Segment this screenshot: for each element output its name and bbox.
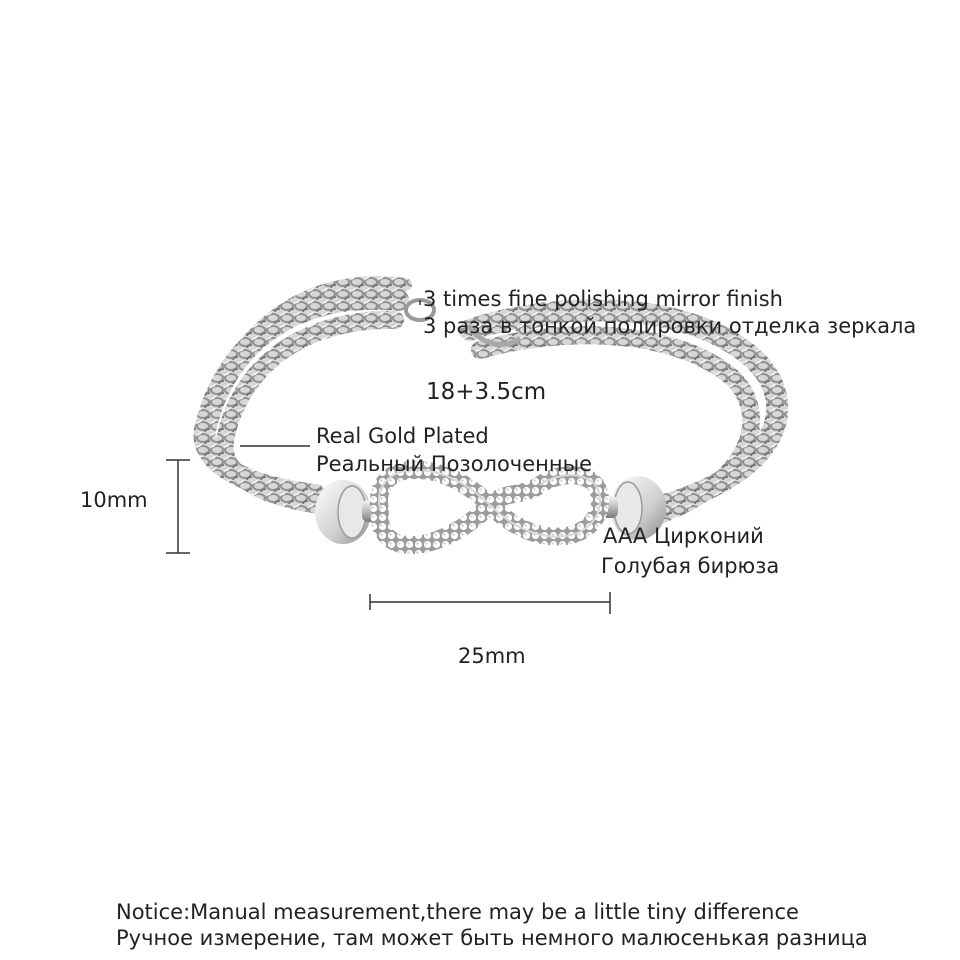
height-label: 10mm [80,488,148,512]
length-label: 18+3.5cm [426,379,547,405]
infinity-charm [379,470,600,545]
notice-en: Notice:Manual measurement,there may be a little tiny difference [116,900,799,924]
stone-label-1: AAA Цирконий [603,524,764,548]
stone-label-2: Голубая бирюза [601,554,780,578]
plating-label-en: Real Gold Plated [316,424,489,448]
polish-label-en: 3 times fine polishing mirror finish [423,287,783,311]
notice-ru: Ручное измерение, там может быть немного малюсенькая разница [116,926,868,950]
plating-label-ru: Реальный Позолоченные [316,452,593,476]
width-label: 25mm [458,644,526,668]
polish-label-ru: 3 раза в тонкой полировки отделка зеркала [423,314,917,338]
